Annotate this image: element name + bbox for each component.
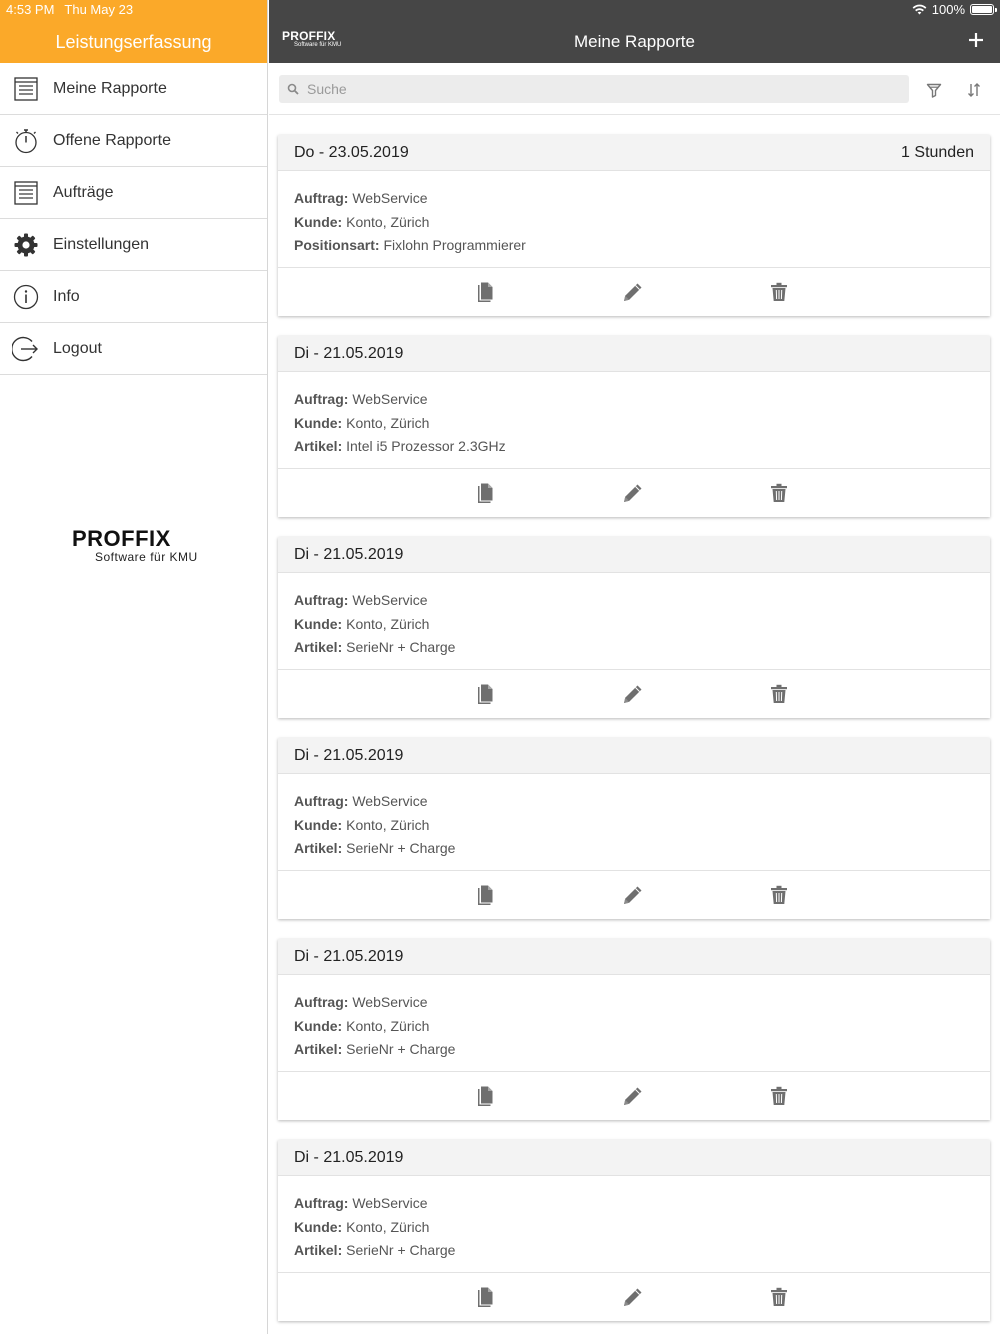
report-date: Di - 21.05.2019 bbox=[294, 545, 404, 563]
field-label: Artikel: bbox=[294, 438, 343, 454]
report-field bbox=[294, 1038, 974, 1062]
field-label: Artikel: bbox=[294, 1242, 343, 1258]
report-card-header bbox=[278, 939, 990, 975]
field-value: WebService bbox=[352, 190, 428, 206]
report-card-header bbox=[278, 537, 990, 573]
report-field bbox=[294, 234, 974, 258]
sidebar-item-label: Meine Rapporte bbox=[53, 79, 167, 97]
delete-icon bbox=[770, 1287, 788, 1307]
sidebar-item-label: Info bbox=[53, 287, 80, 305]
field-label: Kunde: bbox=[294, 1218, 343, 1235]
sidebar-item-label: Einstellungen bbox=[53, 235, 150, 253]
field-value: WebService bbox=[352, 391, 428, 407]
report-field bbox=[294, 435, 974, 459]
field-label: Artikel: bbox=[294, 639, 343, 655]
report-field bbox=[294, 814, 974, 838]
report-field bbox=[294, 991, 974, 1015]
sidebar-item-einstellungen[interactable] bbox=[0, 219, 267, 271]
search-input[interactable] bbox=[307, 81, 887, 97]
info-icon bbox=[12, 283, 40, 311]
delete-report-button[interactable] bbox=[767, 682, 791, 706]
field-value: Konto, Zürich bbox=[346, 414, 430, 431]
battery-icon bbox=[970, 4, 994, 15]
edit-report-button[interactable] bbox=[621, 481, 645, 505]
copy-icon bbox=[478, 483, 494, 503]
report-field bbox=[294, 589, 974, 613]
report-details bbox=[278, 975, 990, 1072]
field-value: SerieNr + Charge bbox=[346, 840, 456, 856]
edit-icon bbox=[622, 281, 644, 303]
edit-icon bbox=[622, 1286, 644, 1308]
delete-report-button[interactable] bbox=[767, 1285, 791, 1309]
edit-report-button[interactable] bbox=[621, 1084, 645, 1108]
proffix-logo bbox=[72, 528, 198, 564]
edit-report-button[interactable] bbox=[621, 1285, 645, 1309]
edit-icon bbox=[622, 683, 644, 705]
report-date: Do - 23.05.2019 bbox=[294, 143, 409, 161]
copy-report-button[interactable] bbox=[474, 1285, 498, 1309]
header-logo-brand: PROFFIX bbox=[282, 29, 336, 43]
status-bar-left bbox=[6, 2, 133, 17]
field-value: SerieNr + Charge bbox=[346, 1242, 456, 1258]
report-details bbox=[278, 171, 990, 268]
logo-brand: PROFFIX bbox=[72, 526, 171, 551]
report-details bbox=[278, 774, 990, 871]
report-field bbox=[294, 1216, 974, 1240]
main-panel bbox=[269, 0, 1000, 1334]
search-field[interactable] bbox=[279, 75, 909, 103]
sort-button[interactable] bbox=[963, 79, 985, 101]
delete-icon bbox=[770, 282, 788, 302]
sort-icon bbox=[966, 82, 982, 98]
field-label: Auftrag: bbox=[294, 391, 349, 407]
field-label: Artikel: bbox=[294, 840, 343, 856]
document-list-icon bbox=[12, 179, 40, 207]
field-value: Intel i5 Prozessor 2.3GHz bbox=[346, 438, 506, 454]
report-card[interactable] bbox=[278, 738, 990, 919]
wifi-icon bbox=[912, 4, 927, 15]
report-details bbox=[278, 573, 990, 670]
field-value: Konto, Zürich bbox=[346, 615, 430, 632]
sidebar-item-label: Logout bbox=[53, 339, 102, 357]
report-actions bbox=[278, 469, 990, 516]
report-hours: 1 Stunden bbox=[901, 143, 974, 161]
page-title: Meine Rapporte bbox=[574, 32, 695, 51]
sidebar-item-logout[interactable] bbox=[0, 323, 267, 375]
field-label: Kunde: bbox=[294, 213, 343, 230]
edit-report-button[interactable] bbox=[621, 883, 645, 907]
sidebar-item-meine-rapporte[interactable] bbox=[0, 63, 267, 115]
sidebar-title: Leistungserfassung bbox=[55, 32, 212, 52]
field-label: Kunde: bbox=[294, 414, 343, 431]
report-date: Di - 21.05.2019 bbox=[294, 1148, 404, 1166]
field-label: Kunde: bbox=[294, 615, 343, 632]
report-field bbox=[294, 211, 974, 235]
report-card-header bbox=[278, 1140, 990, 1176]
report-field bbox=[294, 837, 974, 861]
logout-icon bbox=[12, 335, 40, 363]
field-value: Konto, Zürich bbox=[346, 1017, 430, 1034]
report-field bbox=[294, 1015, 974, 1039]
report-date: Di - 21.05.2019 bbox=[294, 746, 404, 764]
report-field bbox=[294, 1192, 974, 1216]
logo-tagline: Software für KMU bbox=[95, 550, 198, 564]
field-label: Auftrag: bbox=[294, 1195, 349, 1211]
copy-report-button[interactable] bbox=[474, 1084, 498, 1108]
report-card[interactable] bbox=[278, 336, 990, 517]
field-value: WebService bbox=[352, 994, 428, 1010]
edit-icon bbox=[622, 884, 644, 906]
report-list bbox=[278, 135, 990, 1334]
edit-report-button[interactable] bbox=[621, 280, 645, 304]
copy-report-button[interactable] bbox=[474, 682, 498, 706]
delete-icon bbox=[770, 483, 788, 503]
report-card-header bbox=[278, 135, 990, 171]
header-logo-tagline: Software für KMU bbox=[294, 42, 342, 48]
report-field bbox=[294, 1239, 974, 1263]
report-field bbox=[294, 412, 974, 436]
field-value: Fixlohn Programmierer bbox=[383, 237, 526, 253]
delete-icon bbox=[770, 885, 788, 905]
add-report-button[interactable] bbox=[964, 28, 988, 52]
report-actions bbox=[278, 871, 990, 918]
report-actions bbox=[278, 670, 990, 717]
navigation-bar bbox=[269, 0, 1000, 63]
report-details bbox=[278, 372, 990, 469]
report-actions bbox=[278, 1273, 990, 1320]
report-card-header bbox=[278, 336, 990, 372]
report-date: Di - 21.05.2019 bbox=[294, 947, 404, 965]
battery-percent: 100% bbox=[931, 2, 965, 17]
list-icon bbox=[12, 75, 40, 103]
copy-report-button[interactable] bbox=[474, 883, 498, 907]
field-label: Auftrag: bbox=[294, 592, 349, 608]
copy-report-button[interactable] bbox=[474, 481, 498, 505]
report-card[interactable] bbox=[278, 537, 990, 718]
edit-report-button[interactable] bbox=[621, 682, 645, 706]
edit-icon bbox=[622, 1085, 644, 1107]
search-icon bbox=[287, 83, 299, 95]
delete-report-button[interactable] bbox=[767, 1084, 791, 1108]
field-value: Konto, Zürich bbox=[346, 1218, 430, 1235]
sidebar-item-auftraege[interactable] bbox=[0, 167, 267, 219]
delete-icon bbox=[770, 684, 788, 704]
sidebar bbox=[0, 0, 268, 1334]
field-value: SerieNr + Charge bbox=[346, 639, 456, 655]
report-field bbox=[294, 613, 974, 637]
report-field bbox=[294, 187, 974, 211]
copy-report-button[interactable] bbox=[474, 280, 498, 304]
report-actions bbox=[278, 268, 990, 315]
report-date: Di - 21.05.2019 bbox=[294, 344, 404, 362]
report-actions bbox=[278, 1072, 990, 1119]
status-date: Thu May 23 bbox=[64, 2, 134, 17]
sidebar-item-label: Aufträge bbox=[53, 183, 114, 201]
delete-report-button[interactable] bbox=[767, 481, 791, 505]
status-bar-right bbox=[912, 2, 994, 17]
copy-icon bbox=[478, 282, 494, 302]
sidebar-item-label: Offene Rapporte bbox=[53, 131, 172, 149]
report-card[interactable] bbox=[278, 135, 990, 316]
report-field bbox=[294, 790, 974, 814]
report-field bbox=[294, 388, 974, 412]
delete-report-button[interactable] bbox=[767, 280, 791, 304]
field-value: WebService bbox=[352, 1195, 428, 1211]
plus-icon bbox=[964, 28, 988, 52]
copy-icon bbox=[478, 684, 494, 704]
field-label: Kunde: bbox=[294, 1017, 343, 1034]
field-label: Auftrag: bbox=[294, 190, 349, 206]
edit-icon bbox=[622, 482, 644, 504]
filter-icon bbox=[926, 82, 942, 98]
field-value: Konto, Zürich bbox=[346, 816, 430, 833]
field-label: Positionsart: bbox=[294, 237, 380, 253]
report-card[interactable] bbox=[278, 1140, 990, 1321]
field-label: Artikel: bbox=[294, 1041, 343, 1057]
copy-icon bbox=[478, 1086, 494, 1106]
field-value: WebService bbox=[352, 592, 428, 608]
report-field bbox=[294, 636, 974, 660]
field-label: Auftrag: bbox=[294, 793, 349, 809]
report-details bbox=[278, 1176, 990, 1273]
field-value: WebService bbox=[352, 793, 428, 809]
delete-icon bbox=[770, 1086, 788, 1106]
gear-icon bbox=[12, 231, 40, 259]
copy-icon bbox=[478, 1287, 494, 1307]
copy-icon bbox=[478, 885, 494, 905]
report-card-header bbox=[278, 738, 990, 774]
status-time: 4:53 PM bbox=[6, 2, 55, 17]
filter-button[interactable] bbox=[923, 79, 945, 101]
field-label: Auftrag: bbox=[294, 994, 349, 1010]
stopwatch-icon bbox=[12, 127, 40, 155]
sidebar-item-info[interactable] bbox=[0, 271, 267, 323]
delete-report-button[interactable] bbox=[767, 883, 791, 907]
search-row bbox=[269, 63, 1000, 115]
sidebar-item-offene-rapporte[interactable] bbox=[0, 115, 267, 167]
field-value: Konto, Zürich bbox=[346, 213, 430, 230]
field-value: SerieNr + Charge bbox=[346, 1041, 456, 1057]
report-card[interactable] bbox=[278, 939, 990, 1120]
field-label: Kunde: bbox=[294, 816, 343, 833]
